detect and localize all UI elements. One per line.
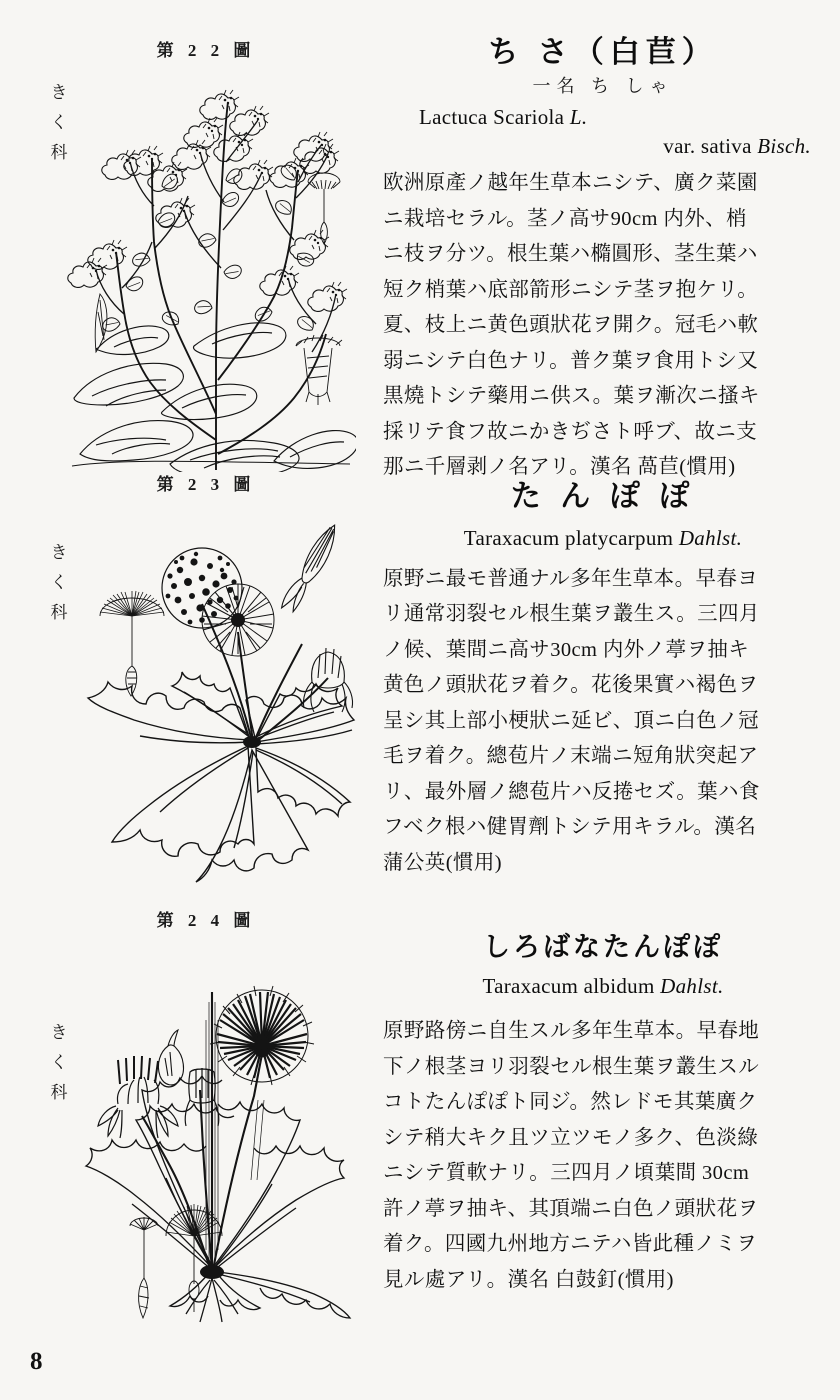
variety-epithet-1: var. sativa (663, 134, 752, 159)
family-label-3: き く 科 (50, 1023, 68, 1102)
description-line: 毛ヲ着ク。總苞片ノ末端ニ短角狀突起ア (383, 745, 759, 768)
scientific-name-2-binomial: Taraxacum platycarpum (463, 525, 674, 550)
description-line: 呈シ其上部小梗狀ニ延ビ、頂ニ白色ノ冠 (383, 709, 759, 732)
description-line: 黄色ノ頭狀花ヲ着ク。花後果實ハ褐色ヲ (383, 674, 759, 697)
description-line: リ、最外層ノ總苞片ハ反捲セズ。葉ハ食 (383, 780, 760, 803)
figure-caption-3: 第 2 4 圖 (156, 911, 256, 930)
description-line: フベク根ハ健胃劑トシテ用キラル。漢名 (383, 816, 757, 839)
japanese-alias-1: 一名 ち しゃ (532, 75, 674, 96)
japanese-name-3: しろばなたんぽぽ (483, 932, 723, 962)
description-line: 那ニ千層剥ノ名アリ。漢名 萵苣(慣用) (383, 456, 736, 479)
description-line: ノ候、葉間ニ高サ30cm 内外ノ葶ヲ抽キ (383, 638, 750, 661)
figure-column-3 (22, 906, 372, 1102)
description-line: 原野路傍ニ自生スル多年生草本。早春地 (383, 1020, 760, 1043)
scientific-name-1-authority: L. (569, 104, 588, 129)
text-column-1 (383, 36, 823, 486)
scientific-name-3-authority: Dahlst. (660, 974, 724, 999)
figure-caption-2: 第 2 3 圖 (156, 475, 256, 494)
description-2 (383, 562, 823, 882)
family-label-2: き く 科 (50, 543, 68, 622)
illustration-white-dandelion (62, 930, 362, 1330)
scientific-name-1 (383, 104, 823, 131)
illustration-dandelion (62, 492, 362, 892)
japanese-name-2: た ん ぽ ぽ (510, 480, 696, 513)
variety-authority-1: Bisch. (757, 134, 811, 159)
description-line: 下ノ根茎ヨリ羽裂セル根生葉ヲ叢生スル (383, 1055, 760, 1078)
scientific-name-1-variety (383, 133, 823, 160)
page-number: 8 (30, 1348, 43, 1375)
description-line: 見ル處アリ。漢名 白鼓釘(慣用) (383, 1268, 674, 1291)
description-line: 夏、枝上ニ黄色頭狀花ヲ開ク。冠毛ハ軟 (383, 314, 759, 337)
description-line: コトたんぽぽト同ジ。然レドモ其葉廣ク (383, 1091, 758, 1114)
description-line: 原野ニ最モ普通ナル多年生草本。早春ヨ (383, 567, 759, 590)
description-line: ニ栽培セラル。茎ノ高サ90cm 内外、梢 (383, 207, 747, 230)
scientific-name-3-binomial: Taraxacum albidum (482, 974, 655, 999)
text-column-2 (383, 470, 823, 881)
figure-column-1 (22, 36, 372, 162)
scientific-name-2-authority: Dahlst. (678, 525, 743, 550)
description-line: 黒燒トシテ藥用ニ供ス。葉ヲ漸次ニ搔キ (383, 385, 760, 408)
description-line: 許ノ葶ヲ抽キ、其頂端ニ白色ノ頭狀花ヲ (383, 1197, 759, 1220)
description-line: ニシテ質軟ナリ。三四月ノ頃葉間 30cm (383, 1162, 750, 1185)
description-line: 弱ニシテ白色ナリ。普ク葉ヲ食用トシ又 (383, 349, 759, 372)
japanese-name-1: ち さ（白苣） (488, 36, 718, 69)
description-line: 蒲公英(慣用) (383, 851, 502, 874)
illustration-lettuce (66, 62, 356, 472)
description-line: 着ク。四國九州地方ニテハ皆此種ノミヲ (383, 1233, 758, 1256)
text-column-3 (383, 906, 823, 1298)
description-line: 短ク梢葉ハ底部箭形ニシテ茎ヲ抱ケリ。 (383, 278, 759, 301)
description-line: リ通常羽裂セル根生葉ヲ叢生ス。三四月 (383, 603, 760, 626)
figure-column-2 (22, 470, 372, 622)
description-3 (383, 1014, 823, 1298)
figure-caption-1: 第 2 2 圖 (156, 41, 256, 60)
description-line: シテ稍大キク且ツ立ツモノ多ク、色淡綠 (383, 1126, 759, 1149)
description-line: 欧洲原產ノ越年生草本ニシテ、廣ク菜園 (383, 172, 758, 195)
description-line: ニ枝ヲ分ツ。根生葉ハ橢圓形、茎生葉ハ (383, 243, 758, 266)
scientific-name-1-binomial: Lactuca Scariola (419, 104, 565, 129)
description-1 (383, 166, 823, 486)
scientific-name-2 (383, 525, 823, 552)
family-label-1: き く 科 (50, 83, 68, 162)
description-line: 採リテ食フ故ニかきぢさト呼ブ、故ニ支 (383, 420, 758, 443)
scientific-name-3 (383, 973, 823, 1000)
